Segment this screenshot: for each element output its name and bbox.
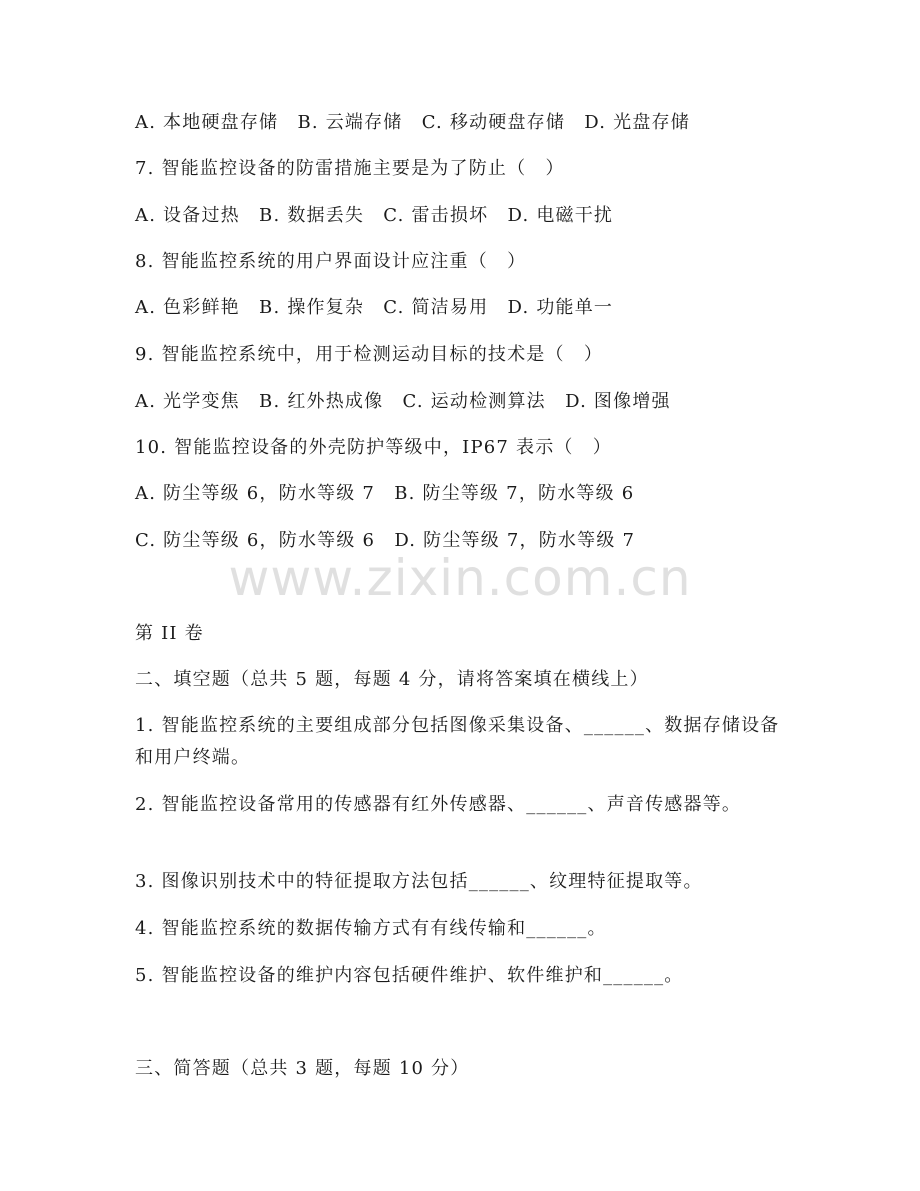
question-6-options: A. 本地硬盘存储 B. 云端存储 C. 移动硬盘存储 D. 光盘存储: [135, 112, 690, 133]
watermark: www.zixin.com.cn: [228, 549, 692, 607]
fill-in-question-4: 4. 智能监控系统的数据传输方式有有线传输和______。: [135, 918, 607, 939]
question-9-stem: 9. 智能监控系统中，用于检测运动目标的技术是（ ）: [135, 344, 604, 365]
question-7-stem: 7. 智能监控设备的防雷措施主要是为了防止（ ）: [135, 158, 565, 179]
question-8-options: A. 色彩鲜艳 B. 操作复杂 C. 简洁易用 D. 功能单一: [135, 297, 614, 318]
question-9-options: A. 光学变焦 B. 红外热成像 C. 运动检测算法 D. 图像增强: [135, 391, 671, 412]
question-10-options-ab: A. 防尘等级 6，防水等级 7 B. 防尘等级 7，防水等级 6: [135, 483, 635, 504]
question-8-stem: 8. 智能监控系统的用户界面设计应注重（ ）: [135, 251, 527, 272]
fill-in-question-1: 1. 智能监控系统的主要组成部分包括图像采集设备、______、数据存储设备和用户终端。: [135, 715, 780, 768]
short-answer-section-title: 三、简答题（总共 3 题，每题 10 分）: [135, 1058, 470, 1079]
fill-in-section-title: 二、填空题（总共 5 题，每题 4 分，请将答案填在横线上）: [135, 669, 649, 690]
volume-heading: 第 II 卷: [135, 623, 204, 644]
fill-in-question-3: 3. 图像识别技术中的特征提取方法包括______、纹理特征提取等。: [135, 871, 703, 892]
question-10-options-cd: C. 防尘等级 6，防水等级 6 D. 防尘等级 7，防水等级 7: [135, 530, 636, 551]
question-7-options: A. 设备过热 B. 数据丢失 C. 雷击损坏 D. 电磁干扰: [135, 205, 614, 226]
fill-in-question-2: 2. 智能监控设备常用的传感器有红外传感器、______、声音传感器等。: [135, 794, 742, 815]
fill-in-question-5: 5. 智能监控设备的维护内容包括硬件维护、软件维护和______。: [135, 965, 684, 986]
question-10-stem: 10. 智能监控设备的外壳防护等级中，IP67 表示（ ）: [135, 437, 612, 458]
